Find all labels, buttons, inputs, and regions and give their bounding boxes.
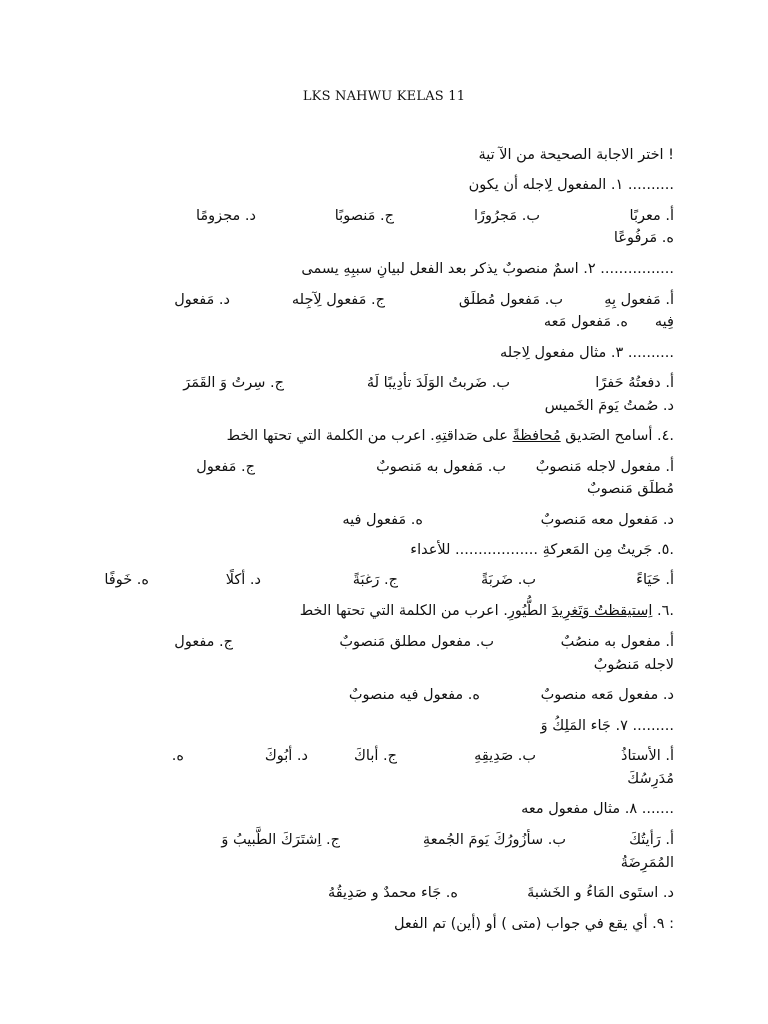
q8-option-e: ه. جَاء محمدٌ و صَدِيقُهُ [327, 885, 458, 901]
q3-option-b: ب. ضَربتُ الوَلَدَ تأدِيبًا لَهُ [366, 375, 510, 391]
q4-option-a: أ. مفعول لاجله مَنصوبٌ [535, 459, 674, 475]
q4-option-c: ج. مَفعول [196, 459, 255, 475]
q3-option-a: أ. دفعتُهُ حَفرًا [595, 375, 674, 391]
q6-option-b: ب. مفعول مطلق مَنصوبٌ [339, 634, 494, 650]
q7-option-c: ج. أباكَ [353, 748, 397, 764]
question-5-stem: .٥. جَريتُ مِن المَعركةِ .................. للأعداء [410, 542, 674, 558]
question-6-stem [300, 600, 674, 622]
q1-option-a: أ. معربًا [629, 208, 674, 224]
q6-option-c-cont: لاجله مَنصُوبٌ [593, 657, 674, 673]
q5-option-e: ه. خَوفًا [104, 572, 149, 588]
question-8-stem: ....... ۸. مثال مفعول معه [521, 801, 674, 817]
q8-option-a: أ. رَأيتُكَ [629, 832, 674, 848]
q8-option-b: ب. سأزُورُكَ يَومَ الجُمعةِ [422, 832, 566, 848]
q2-option-e: ه. مَفعول مَعه [543, 314, 628, 330]
q5-option-b: ب. ضَربَةً [481, 572, 536, 588]
q1-option-d: د. مجزومًا [196, 208, 256, 224]
q5-option-c: ج. رَغبَةً [352, 572, 398, 588]
question-1-stem: .......... ۱. المفعول لِاجله أن يكون [468, 177, 674, 193]
q8-option-c-cont: المُمَرِضَةُ [620, 855, 674, 871]
question-9-stem: : ۹. أي يقع في جواب (متى ) أو (أين) تم الفعل [393, 916, 674, 932]
q4-underlined-word: مُحافظةً [512, 428, 561, 444]
q2-option-d: د. مَفعول [174, 292, 230, 308]
q6-underlined-words: اِستيقظتُ وَتَغرِيدَ [551, 603, 653, 619]
q4-stem-after: على صَداقتِهِ. اعرب من الكلمة التي تحتها الخط [226, 428, 513, 444]
q1-option-b: ب. مَجرُورًا [473, 208, 540, 224]
page-title: LKS NAHWU KELAS 11 [302, 89, 466, 104]
q3-option-c: ج. سِرتُ وَ القَمَرَ [183, 375, 284, 391]
q4-option-d: د. مَفعول معه مَنصوبٌ [540, 512, 674, 528]
question-7-stem: ......... ۷. جَاء المَلِكُ وَ [540, 718, 674, 734]
q8-option-c: ج. اِشتَرَكَ الطَّبيبُ وَ [221, 832, 340, 848]
q6-option-d: د. مفعول مَعه منصوبٌ [540, 687, 674, 703]
q6-stem-after: الطُّيُورِ. اعرب من الكلمة التي تحتها الخط [299, 603, 552, 619]
q4-option-e: ه. مَفعول فيه [342, 512, 423, 528]
q5-option-d: د. أكلًا [225, 572, 261, 588]
q7-option-a: أ. الأستاذُ [621, 748, 674, 764]
q1-option-c: ج. مَنصوبًا [334, 208, 394, 224]
q4-option-c-cont: مُطلَق مَنصوبٌ [586, 481, 674, 497]
q6-option-e: ه. مفعول فيه منصوبٌ [348, 687, 480, 703]
q8-option-d: د. استَوى المَاءُ و الخَشبةَ [527, 885, 674, 901]
q4-option-b: ب. مَفعول به مَنصوبٌ [376, 459, 506, 475]
q7-option-d: د. أبُوكَ [264, 748, 308, 764]
q6-stem-before: .٦. [652, 603, 674, 619]
question-2-stem: ................ ۲. اسمٌ منصوبٌ يذكر بعد الفعل لبيانِ سببِهِ يسمى [301, 261, 674, 277]
q1-option-e: ه. مَرفُوعًا [613, 230, 674, 246]
q6-option-a: أ. مفعول به منصُبٌ [560, 634, 674, 650]
q5-option-a: أ. حَيَاءً [636, 572, 674, 588]
q7-option-a-cont: مُدَرِسُكَ [627, 771, 674, 787]
instruction: ! اختر الاجابة الصحيحة من الآ تية [478, 147, 674, 163]
q4-stem-before: .٤. أسامح الصَديق [560, 428, 674, 444]
q2-option-a: أ. مَفعول بِهِ [604, 292, 674, 308]
q2-option-b: ب. مَفعول مُطلَق [458, 292, 563, 308]
question-4-stem [227, 425, 674, 447]
q7-option-b: ب. صَدِيقِهِ [474, 748, 536, 764]
q3-option-d: د. صُمتُ يَومَ الخَميس [544, 398, 674, 414]
question-3-stem: .......... ۳. مثال مفعول لِاجله [500, 345, 674, 361]
q2-option-c: ج. مَفعول لِآجِله [291, 292, 385, 308]
q6-option-c: ج. مفعول [174, 634, 233, 650]
q7-option-e: ه. [171, 748, 184, 764]
q2-option-d-cont: فِيه [654, 314, 674, 330]
